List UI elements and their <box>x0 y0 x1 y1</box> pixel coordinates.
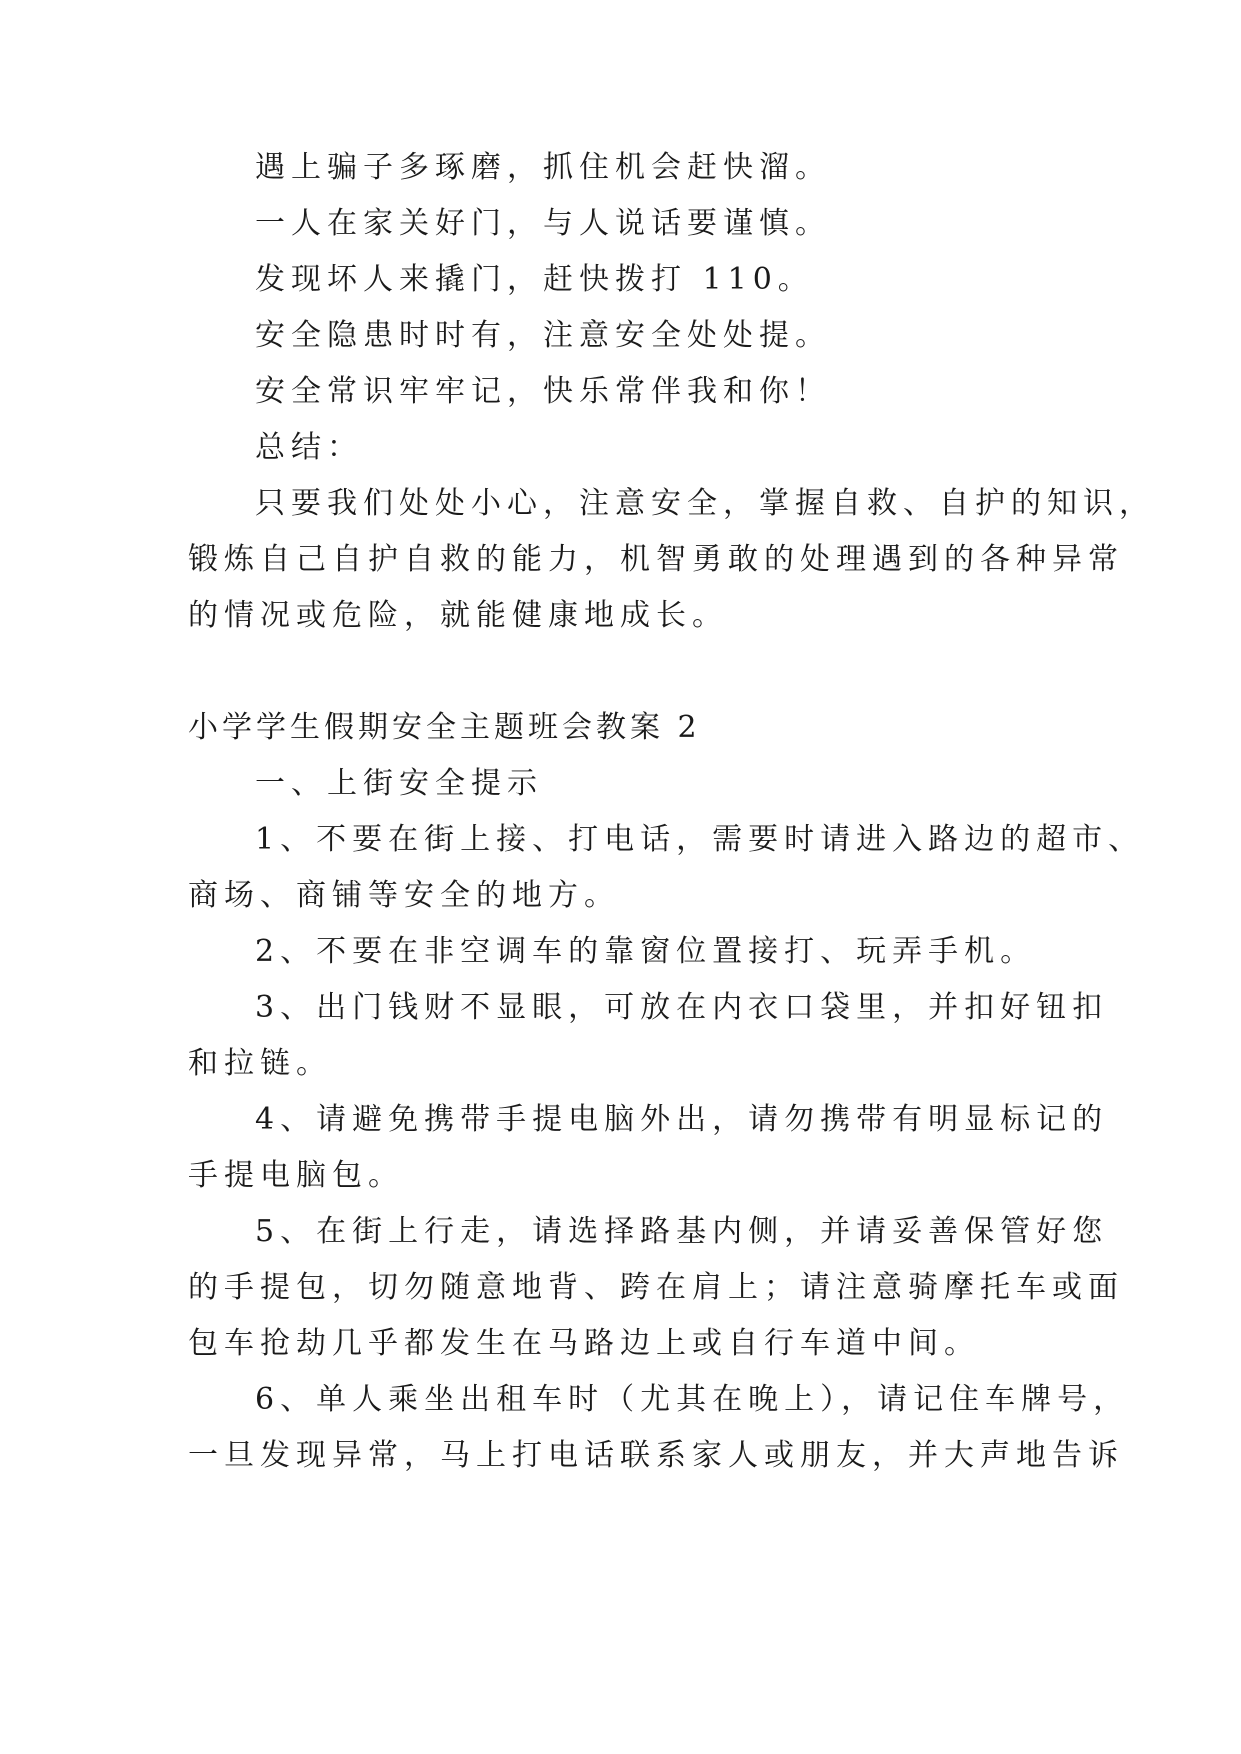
poem-line: 遇上骗子多琢磨，抓住机会赶快溜。 <box>255 150 831 185</box>
list-item-line: 和拉链。 <box>188 1046 332 1081</box>
paragraph-line: 锻炼自己自护自救的能力，机智勇敢的处理遇到的各种异常 <box>188 542 1124 577</box>
section-title: 小学学生假期安全主题班会教案 2 <box>188 710 701 745</box>
poem-line: 安全常识牢牢记，快乐常伴我和你！ <box>255 374 831 409</box>
paragraph-line: 只要我们处处小心，注意安全，掌握自救、自护的知识， <box>255 486 1155 521</box>
list-item-line: 1、不要在街上接、打电话，需要时请进入路边的超市、 <box>255 822 1145 857</box>
list-item-line: 4、请避免携带手提电脑外出，请勿携带有明显标记的 <box>255 1102 1109 1137</box>
list-item-line: 的手提包，切勿随意地背、跨在肩上；请注意骑摩托车或面 <box>188 1270 1124 1305</box>
list-item-line: 3、出门钱财不显眼，可放在内衣口袋里，并扣好钮扣 <box>255 990 1109 1025</box>
list-item-line: 5、在街上行走，请选择路基内侧，并请妥善保管好您 <box>255 1214 1109 1249</box>
list-item-line: 手提电脑包。 <box>188 1158 404 1193</box>
list-item-line: 包车抢劫几乎都发生在马路边上或自行车道中间。 <box>188 1326 980 1361</box>
list-item-line: 一旦发现异常，马上打电话联系家人或朋友，并大声地告诉 <box>188 1438 1124 1473</box>
list-item-line: 商场、商铺等安全的地方。 <box>188 878 620 913</box>
poem-line: 发现坏人来撬门，赶快拨打 110。 <box>255 262 814 297</box>
list-item-line: 2、不要在非空调车的靠窗位置接打、玩弄手机。 <box>255 934 1037 969</box>
poem-line: 一人在家关好门，与人说话要谨慎。 <box>255 206 831 241</box>
list-item-line: 6、单人乘坐出租车时（尤其在晚上），请记住车牌号， <box>255 1382 1130 1417</box>
paragraph-line: 的情况或危险，就能健康地成长。 <box>188 598 728 633</box>
summary-heading: 总结： <box>255 430 363 465</box>
poem-line: 安全隐患时时有，注意安全处处提。 <box>255 318 831 353</box>
subsection-heading: 一、上街安全提示 <box>255 766 543 801</box>
